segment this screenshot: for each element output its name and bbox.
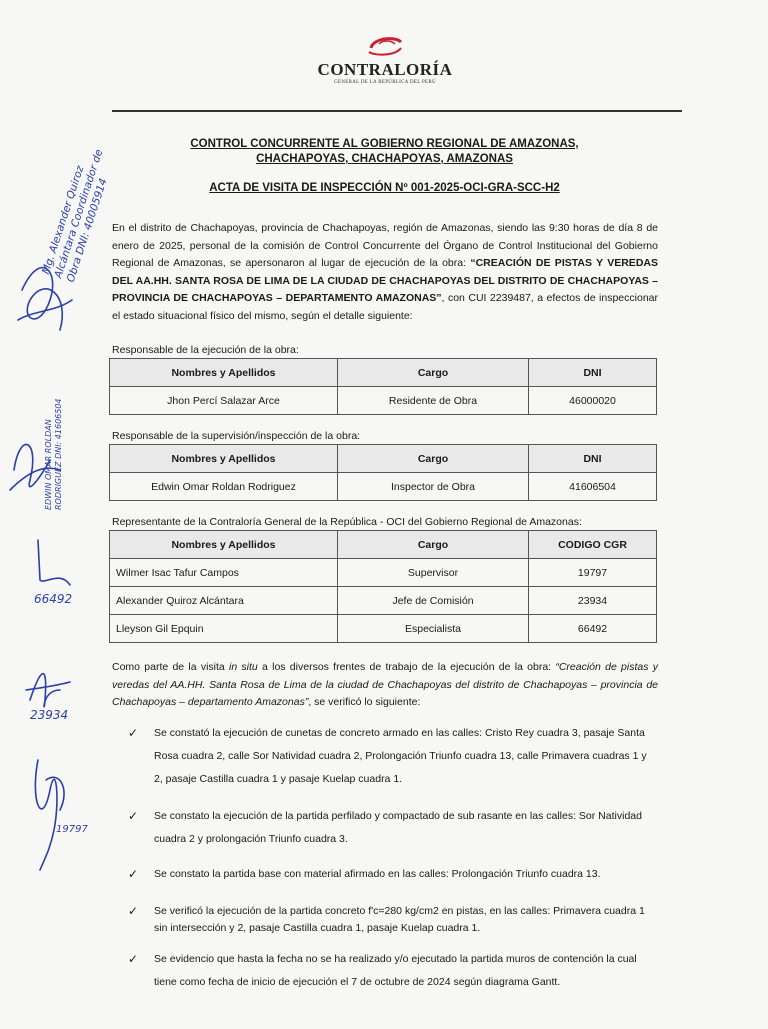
header-divider: [112, 110, 682, 112]
logo-subtitle: GENERAL DE LA REPÚBLICA DEL PERÚ: [334, 80, 436, 85]
table-cell: Jefe de Comisión: [338, 587, 529, 615]
table-cell: 46000020: [529, 387, 657, 415]
table-cell: Alexander Quiroz Alcántara: [110, 587, 338, 615]
intro-paragraph: [112, 220, 658, 326]
table-cell: Jhon Percí Salazar Arce: [110, 387, 338, 415]
list-item: [128, 863, 658, 886]
intro-text: En el distrito de Chachapoyas, provincia de Chachapoyas, región de Amazonas, siendo las 9:30 horas de día 8 de enero de 2025, personal de la comisión de Control Concurrente del Órgano de Control Institucional del Gobierno Regional de Amazonas, se apersonaron al lugar de ejecución de la obra:: [112, 222, 658, 270]
intro-work-name: “CREACIÓN DE PISTAS Y VEREDAS DEL AA.HH. SANTA ROSA DE LIMA DE LA CIUDAD DE CHACHAPOYAS DEL DISTRITO DE CHACHAPOYAS – PROVINCIA DE CHACHAPOYAS – DEPARTAMENTO AMAZONAS”: [112, 257, 658, 305]
table-cell: Wilmer Isac Tafur Campos: [110, 559, 338, 587]
handwritten-note: Mg. Alexander Quiroz Alcántara Coordinador de Obra DNI: 40005914: [40, 147, 110, 284]
list-item-text: Se constató la ejecución de cunetas de concreto armado en las calles: Cristo Rey cuadra 3, pasaje Santa Rosa cuadra 2, calle Sor Natividad cuadra 2, Prolongación Triunfo cuadra 13, calle Primavera cuadras 1 y 2, pasaje Castilla cuadra 1 y pasaje Kuelap cuadra 1.: [154, 727, 647, 785]
table-cell: 19797: [529, 559, 657, 587]
contraloria-logo: [300, 34, 470, 96]
col-header: DNI: [529, 445, 657, 473]
title-line-2: CHACHAPOYAS, CHACHAPOYAS, AMAZONAS: [256, 153, 513, 165]
visit-text: a los diversos frentes de trabajo de la ejecución de la obra:: [257, 661, 556, 673]
table-header-row: [110, 359, 657, 387]
check-icon: ✓: [128, 952, 139, 966]
table-row: [110, 387, 657, 415]
list-item: [128, 948, 658, 994]
col-header: Cargo: [338, 445, 529, 473]
visit-text-end: , se verificó lo siguiente:: [308, 696, 421, 709]
check-icon: ✓: [128, 809, 139, 823]
col-header: Cargo: [338, 359, 529, 387]
contraloria-emblem-icon: [365, 34, 405, 58]
section-supervisor-label: Responsable de la supervisión/inspección de la obra:: [112, 430, 361, 442]
handwritten-note: EDWIN OMAR ROLDAN RODRIGUEZ DNI: 41606504: [44, 398, 63, 510]
check-icon: ✓: [128, 726, 139, 740]
table-header-row: [110, 531, 657, 559]
executor-table: [109, 358, 657, 415]
col-header: Nombres y Apellidos: [110, 531, 338, 559]
table-cell: Edwin Omar Roldan Rodriguez: [110, 473, 338, 501]
table-cell: Supervisor: [338, 559, 529, 587]
table-row: [110, 559, 657, 587]
table-header-row: [110, 445, 657, 473]
handwritten-code: 66492: [34, 592, 73, 606]
col-header: DNI: [529, 359, 657, 387]
table-cell: Inspector de Obra: [338, 473, 529, 501]
check-icon: ✓: [128, 867, 139, 881]
visit-in-situ: in situ: [229, 661, 258, 673]
check-icon: ✓: [128, 904, 139, 918]
visit-paragraph: [112, 659, 658, 712]
margin-signatures: [0, 0, 110, 1024]
list-item: [128, 805, 658, 851]
section-contraloria-label: Representante de la Contraloría General de la República - OCI del Gobierno Regional de Amazonas:: [112, 516, 582, 528]
col-header: Nombres y Apellidos: [110, 359, 338, 387]
table-cell: 23934: [529, 587, 657, 615]
list-item: [128, 722, 658, 791]
handwritten-code: 19797: [56, 824, 88, 835]
table-cell: Lleyson Gil Epquin: [110, 615, 338, 643]
table-cell: Especialista: [338, 615, 529, 643]
supervision-table: [109, 444, 657, 501]
intro-text-end: , con CUI 2239487, a efectos de inspeccionar el estado situacional físico del mismo, según el detalle siguiente:: [112, 292, 658, 322]
title-line-1: CONTROL CONCURRENTE AL GOBIERNO REGIONAL DE AMAZONAS,: [190, 138, 579, 150]
acta-title: ACTA DE VISITA DE INSPECCIÓN Nº 001-2025-OCI-GRA-SCC-H2: [209, 182, 560, 194]
table-cell: 66492: [529, 615, 657, 643]
list-item-text: Se evidencio que hasta la fecha no se ha realizado y/o ejecutado la partida muros de contención la cual tiene como fecha de inicio de ejecución el 7 de octubre de 2024 según diagrama Gantt.: [154, 953, 637, 988]
section-executor-label: Responsable de la ejecución de la obra:: [112, 344, 299, 356]
col-header: Nombres y Apellidos: [110, 445, 338, 473]
table-row: [110, 587, 657, 615]
table-cell: Residente de Obra: [338, 387, 529, 415]
contraloria-table: [109, 530, 657, 643]
list-item-text: Se constato la partida base con material afirmado en las calles: Prolongación Triunfo cuadra 13.: [154, 868, 601, 880]
list-item-text: Se verificó la ejecución de la partida concreto f'c=280 kg/cm2 en pistas, en las calles: Primavera cuadra 1 sin intersección y 2, pasaje Castilla cuadra 1, pasaje Kuelap cuadra 1.: [154, 905, 645, 934]
table-row: [110, 615, 657, 643]
table-row: [110, 473, 657, 501]
document-title: [112, 137, 657, 167]
list-item: [128, 903, 658, 937]
handwritten-code: 23934: [30, 708, 69, 722]
list-item-text: Se constato la ejecución de la partida perfilado y compactado de sub rasante en las calles: Sor Natividad cuadra 2 y prolongación Triunfo cuadra 3.: [154, 810, 642, 845]
col-header: Cargo: [338, 531, 529, 559]
visit-text: Como parte de la visita: [112, 661, 229, 673]
col-header: CODIGO CGR: [529, 531, 657, 559]
logo-name: CONTRALORÍA: [317, 60, 453, 79]
table-cell: 41606504: [529, 473, 657, 501]
visit-work-name: “Creación de pistas y veredas del AA.HH. Santa Rosa de Lima de la ciudad de Chachapoyas del distrito de Chachapoyas – provincia de Chachapoyas – departamento Amazonas”: [112, 661, 658, 709]
